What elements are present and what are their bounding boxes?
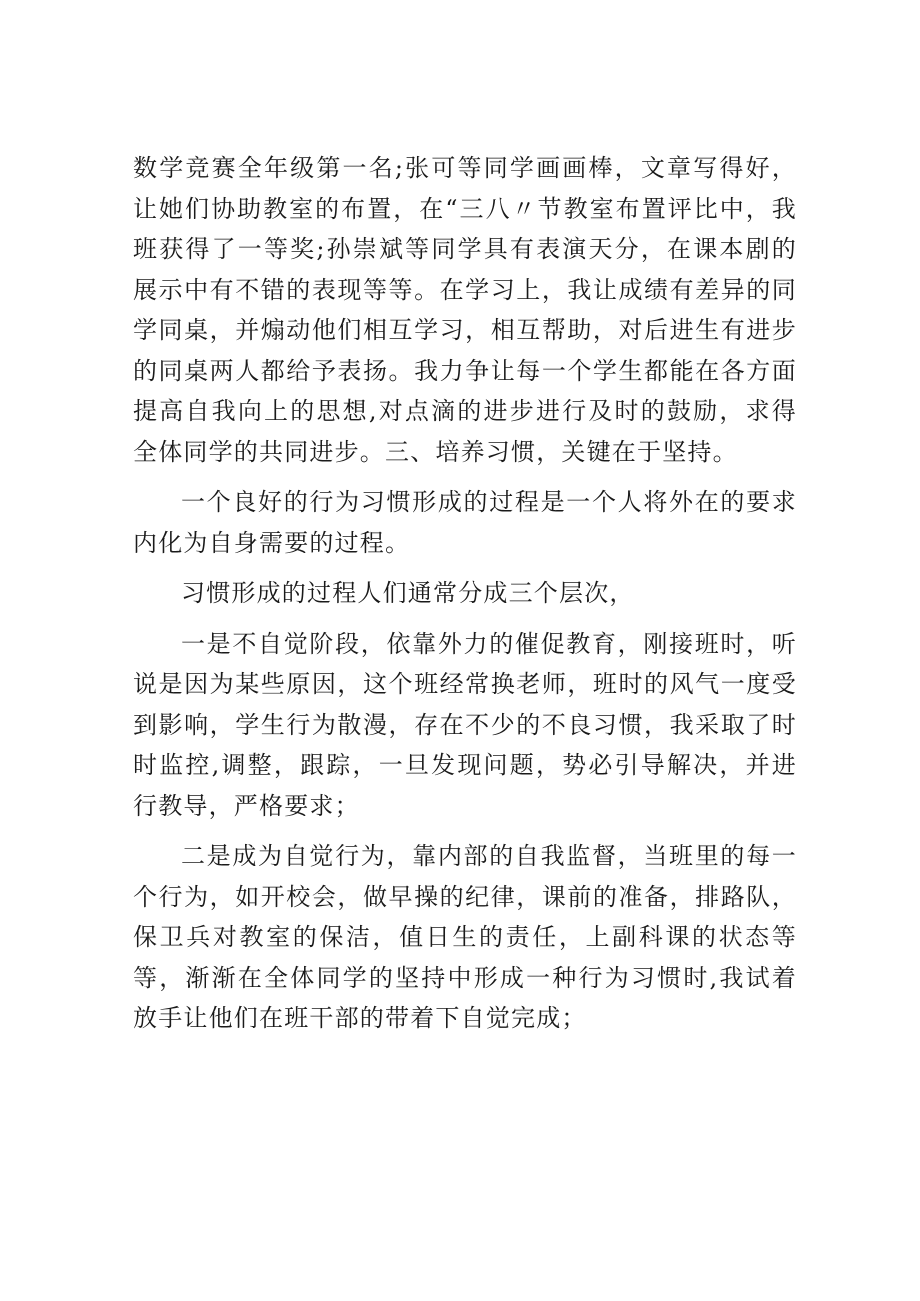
paragraph-level-two: 二是成为自觉行为，靠内部的自我监督，当班里的每一个行为，如开校会，做早操的纪律，课前的准备，排路队，保卫兵对教室的保洁，值日生的责任，上副科课的状态等等，渐渐在全体同学的坚持中形成一种行为习惯时,我试着放手让他们在班干部的带着下自觉完成；	[133, 842, 797, 1032]
paragraph-habit-definition: 一个良好的行为习惯形成的过程是一个人将外在的要求内化为自身需要的过程。	[133, 488, 797, 557]
paragraph-continuation: 数学竞赛全年级第一名;张可等同学画画棒，文章写得好，让她们协助教室的布置，在“三八〃节教室布置评比中，我班获得了一等奖;孙崇斌等同学具有表演天分，在课本剧的展示中有不错的表现等等。在学习上，我让成绩有差异的同学同桌，并煽动他们相互学习，相互帮助，对后进生有进步的同桌两人都给予表扬。我力争让每一个学生都能在各方面提高自我向上的思想,对点滴的进步进行及时的鼓励，求得全体同学的共同进步。三、培养习惯，关键在于坚持。	[133, 154, 797, 466]
paragraph-three-levels: 习惯形成的过程人们通常分成三个层次，	[181, 579, 635, 607]
paragraph-level-one: 一是不自觉阶段，依靠外力的催促教育，刚接班时，听说是因为某些原因，这个班经常换老师，班时的风气一度受到影响，学生行为散漫，存在不少的不良习惯，我采取了时时监控,调整，跟踪，一旦发现问题，势必引导解决，并进行教导，严格要求；	[133, 629, 797, 820]
document-body	[133, 148, 797, 1049]
